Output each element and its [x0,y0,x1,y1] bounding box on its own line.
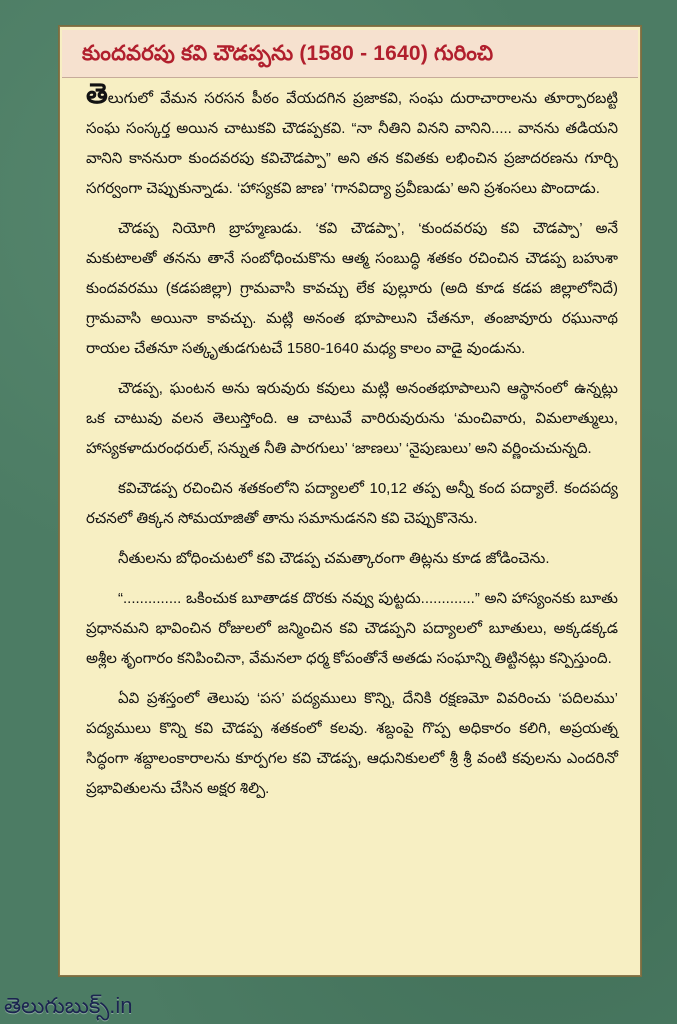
paragraph-7: ఏవి ప్రశస్తంలో తెలుపు ‘పస’ పద్యములు కొన్ని, దేనికి రక్షణమో వివరించు ‘పదిలము’ పద్యములు కొన్ని కవి చౌడప్ప శతకంలో కలవు. శబ్దంపై గొప్ప అధికారం కలిగి, అప్రయత్న సిద్ధంగా శబ్దాలంకారాలను కూర్పగల కవి చౌడప్ప, ఆధునికులలో శ్రీ శ్రీ వంటి కవులను ఎందరినో ప్రభావితులను చేసిన అక్షర శిల్పి. [86,690,618,797]
paragraph-5: నీతులను బోధించుటలో కవి చౌడప్ప చమత్కారంగా తిట్లను కూడ జోడించెను. [118,550,550,567]
paragraph-1: తెలుగులో వేమన సరసన పీఠం వేయదగిన ప్రజాకవి, సంఘ దురాచారాలను తూర్పారబట్టి సంఘ సంస్కర్త అయిన చాటుకవి చౌడప్పకవి. “నా నీతిని వినని వానిని..... వానను తడియని వానిని కాననురా కుందవరపు కవిచౌడప్పా” అని తన కవితకు లభించిన ప్రజాదరణను గూర్చి సగర్వంగా చెప్పుకున్నాడు. ‘హాస్యకవి జాణ’ ‘గానవిద్యా ప్రవీణుడు’ అని ప్రశంసలు పొందాడు. [86,78,618,197]
paragraph-3: చౌడప్ప, ఘంటన అను ఇరువురు కవులు మట్లి అనంతభూపాలుని ఆస్థానంలో ఉన్నట్లు ఒక చాటువు వలన తెలుస్తోంది. ఆ చాటువే వారిరువురును ‘మంచివారు, విమలాత్ములు, హాస్యకళాదురంధరుల్, సన్నుత నీతి పారగులు’ ‘జాణలు’ ‘నైపుణులు’ అని వర్ణించుచున్నది. [86,380,618,457]
paragraph-6: “.............. ఒకించుక బూతాడక దొరకు నవ్వు పుట్టదు.............” అని హాస్యంనకు బూతు ప్రధానమని భావించిన రోజులలో జన్మించిన కవి చౌడప్పని పద్యాలలో బూతులు, అక్కడక్కడ అశ్లీల శృంగారం కనిపించినా, వేమనలా ధర్మ కోపంతోనే అతడు సంఘాన్ని తిట్టినట్లు కన్పిస్తుంది. [86,590,618,667]
paragraph-4: కవిచౌడప్ప రచించిన శతకంలోని పద్యాలలో 10,12 తప్ప అన్నీ కంద పద్యాలే. కందపద్య రచనలో తిక్కన సోమయాజితో తాను సమానుడనని కవి చెప్పుకొనెను. [86,480,618,527]
page-title: కుందవరపు కవి చౌడప్పను (1580 - 1640) గురించి [82,42,494,65]
paragraph-2: చౌడప్ప నియోగి బ్రాహ్మణుడు. ‘కవి చౌడప్పా’, ‘కుందవరపు కవి చౌడప్పా’ అనే మకుటాలతో తనను తానే సంబోధించుకొను ఆత్మ సంబుద్ధి శతకం రచించిన చౌడప్ప బహుశా కుందవరము (కడపజిల్లా) గ్రామవాసి కావచ్చు లేక పుల్లూరు (అది కూడ కడప జిల్లాలోనిదే) గ్రామవాసి అయినా కావచ్చు. మట్లి అనంత భూపాలుని చేతనూ, తంజావూరు రఘునాథ రాయల చేతనూ సత్కృతుడగుటచే 1580-1640 మధ్య కాలం వాడై వుండును. [86,220,618,357]
footer-brand: తెలుగుబుక్స్.in [4,993,133,1018]
body-text [86,78,618,814]
